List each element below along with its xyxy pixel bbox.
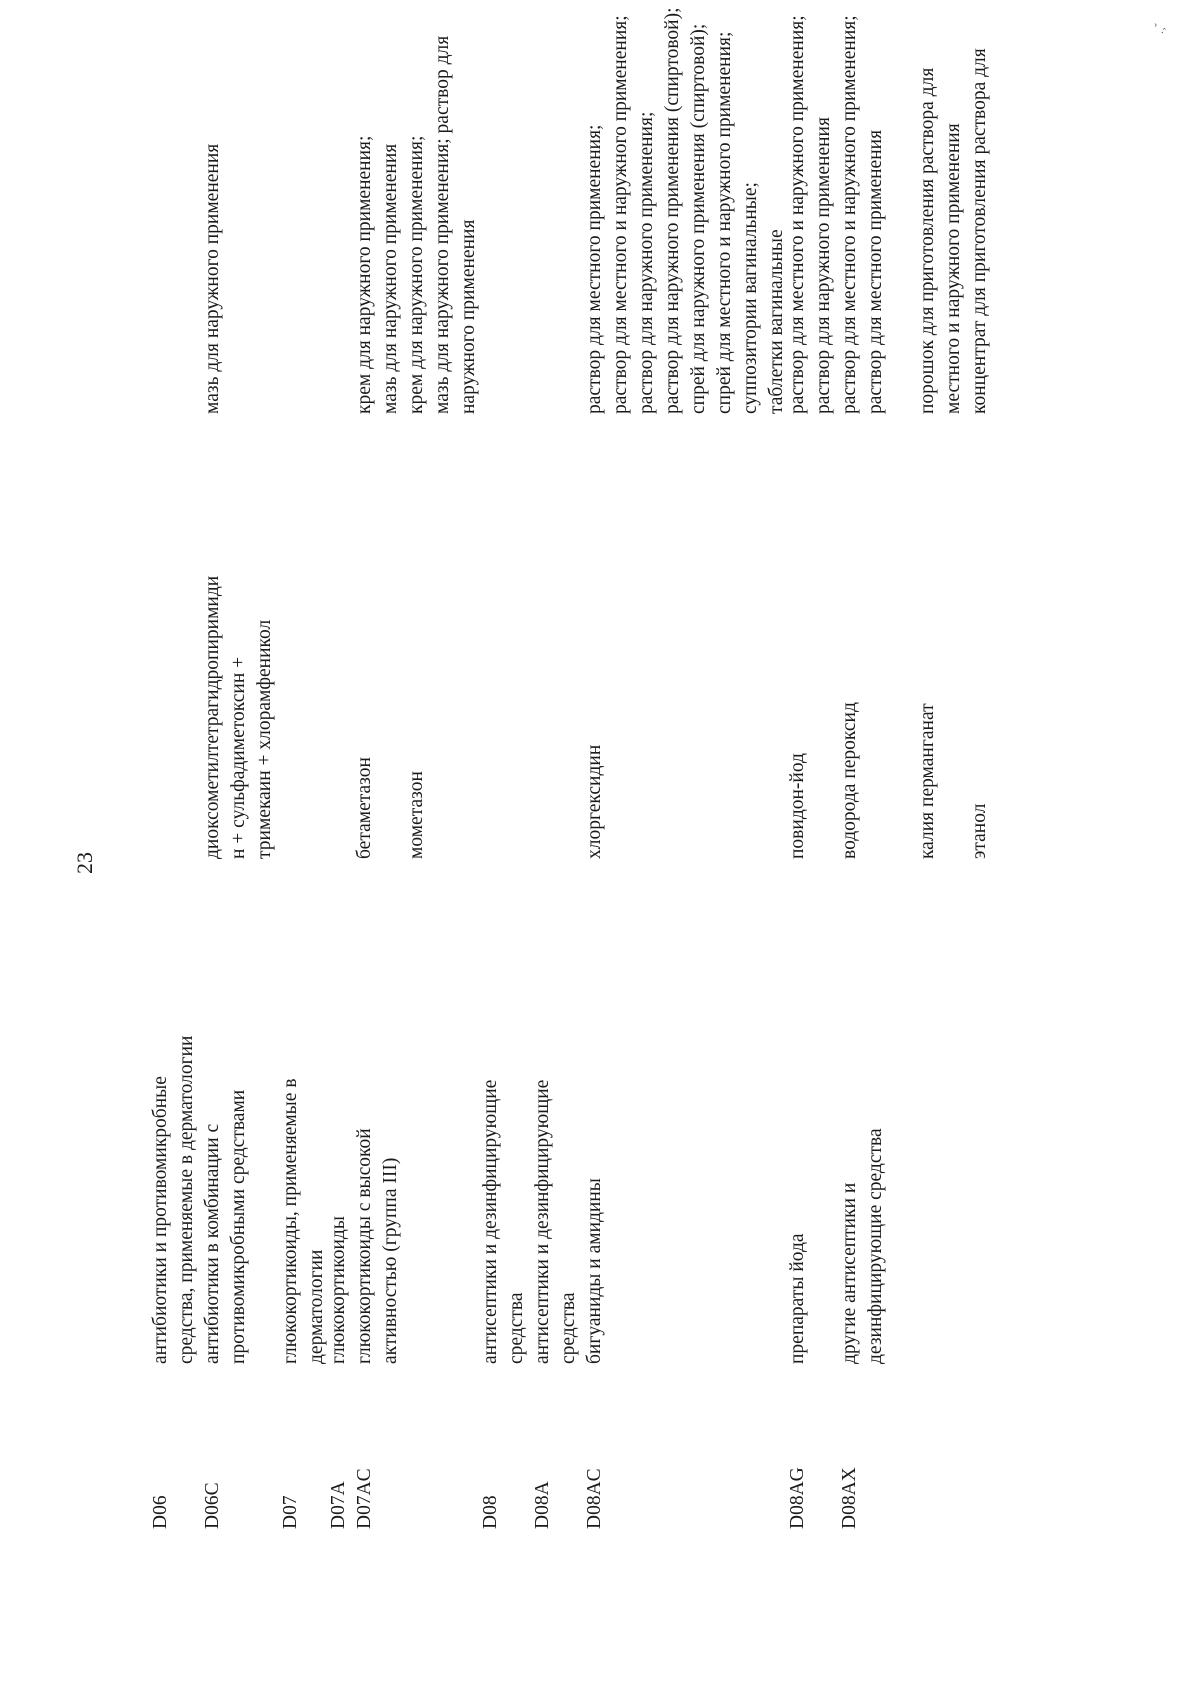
page-number: 23 (72, 852, 97, 874)
cell-name (278, 914, 330, 1364)
forms-line: раствор для местного и наружного применения; (839, 15, 860, 414)
inn-line: водорода пероксид (839, 702, 860, 859)
code-line: D08AX (839, 1467, 860, 1529)
name-line: активностью (группа III) (380, 1157, 401, 1364)
cell-forms (582, 0, 790, 414)
cell-code (326, 1409, 378, 1529)
cell-forms (326, 0, 482, 414)
forms-line: раствор для местного применения (865, 129, 886, 414)
cell-code (582, 1409, 608, 1529)
cell-code (200, 1409, 226, 1529)
cell-code (837, 1409, 863, 1529)
inn-line (889, 439, 915, 859)
cell-code (530, 1409, 556, 1529)
cell-name (837, 914, 889, 1364)
inn-line: диоксометилтетрагидропиримиди (202, 575, 223, 859)
inn-line: н + сульфадиметоксин + (228, 656, 249, 859)
name-line: средства, применяемые в дерматологии (176, 1035, 197, 1364)
cell-inn (582, 439, 608, 859)
cell-code (785, 1409, 811, 1529)
forms-line: крем для наружного применения; (406, 135, 427, 414)
cell-name (326, 914, 404, 1364)
inn-line: тримекаин + хлорамфеникол (254, 619, 275, 859)
forms-line: раствор для местного применения; (584, 124, 605, 414)
forms-line: раствор для наружного применения; (636, 111, 657, 414)
forms-line: порошок для приготовления раствора для (917, 67, 938, 414)
cell-name (785, 914, 811, 1364)
forms-line: раствор для наружного применения (спиртовой); (662, 7, 683, 414)
cell-name (200, 914, 252, 1364)
forms-line: наружного применения (458, 219, 479, 414)
cell-inn (785, 439, 811, 859)
inn-line: повидон-йод (787, 753, 808, 859)
name-line: бигуаниды и амидины (584, 1178, 605, 1364)
inn-line: калия перманганат (917, 703, 938, 859)
name-line: средства (506, 1292, 527, 1364)
cell-name (148, 914, 200, 1364)
cell-code (148, 1409, 174, 1529)
cell-name (478, 914, 530, 1364)
stray-mark: .¸ˇ (1152, 23, 1166, 34)
forms-line: крем для наружного применения; (354, 135, 375, 414)
inn-line (941, 439, 967, 859)
name-line: антисептики и дезинфицирующие (480, 1079, 501, 1364)
cell-inn (837, 439, 993, 859)
code-line: D08 (480, 1495, 501, 1529)
cell-forms (200, 0, 226, 414)
forms-line: мазь для наружного применения; раствор для (432, 35, 453, 414)
forms-line: местного и наружного применения (943, 123, 964, 414)
name-line: глюкокортикоиды с высокой (354, 1128, 375, 1364)
inn-line (863, 439, 889, 859)
forms-line: спрей для наружного применения (спиртовой); (688, 23, 709, 414)
forms-line: мазь для наружного применения (202, 143, 223, 414)
cell-code (478, 1409, 504, 1529)
code-line: D08A (532, 1481, 553, 1529)
name-line: средства (558, 1292, 579, 1364)
forms-line: раствор для местного и наружного применения; (610, 15, 631, 414)
name-line: противомикробными средствами (228, 1089, 249, 1364)
name-line: препараты йода (787, 1233, 808, 1364)
forms-line: мазь для наружного применения (380, 143, 401, 414)
cell-code (278, 1409, 304, 1529)
name-line: антибиотики и противомикробные (150, 1076, 171, 1364)
name-line: антисептики и дезинфицирующие (532, 1079, 553, 1364)
cell-name (530, 914, 582, 1364)
cell-inn (200, 439, 278, 859)
name-line: антибиотики в комбинации с (202, 1123, 223, 1364)
inn-line (378, 439, 404, 859)
cell-name (582, 914, 608, 1364)
name-line: другие антисептики и (839, 1182, 860, 1364)
code-line: D06 (150, 1495, 171, 1529)
forms-line (326, 0, 352, 414)
forms-line: таблетки вагинальные (766, 229, 787, 414)
inn-line: бетаметазон (354, 757, 375, 859)
name-line: глюкокортикоиды (328, 1216, 349, 1364)
forms-line: концентрат для приготовления раствора для (969, 48, 990, 414)
inn-line: хлоргексидин (584, 744, 605, 859)
code-line: D07A (328, 1481, 349, 1529)
inn-line: этанол (969, 803, 990, 859)
name-line: дезинфицирующие средства (865, 1128, 886, 1364)
code-line: D07 (280, 1495, 301, 1529)
inn-line (326, 439, 352, 859)
name-line: глюкокортикоиды, применяемые в (280, 1078, 301, 1364)
inn-line: мометазон (406, 771, 427, 859)
cell-forms (837, 0, 993, 414)
code-line: D06C (202, 1482, 223, 1529)
code-line: D07AC (354, 1468, 375, 1529)
forms-line: раствор для наружного применения (813, 117, 834, 414)
name-line: дерматологии (306, 1249, 327, 1364)
code-line: D08AC (584, 1468, 605, 1529)
forms-line: раствор для местного и наружного применения; (787, 15, 808, 414)
code-line: D08AG (787, 1467, 808, 1529)
forms-line: суппозитории вагинальные; (740, 182, 761, 414)
cell-inn (326, 439, 430, 859)
forms-line: спрей для местного и наружного применения; (714, 31, 735, 414)
cell-forms (785, 0, 837, 414)
forms-line (889, 0, 915, 414)
